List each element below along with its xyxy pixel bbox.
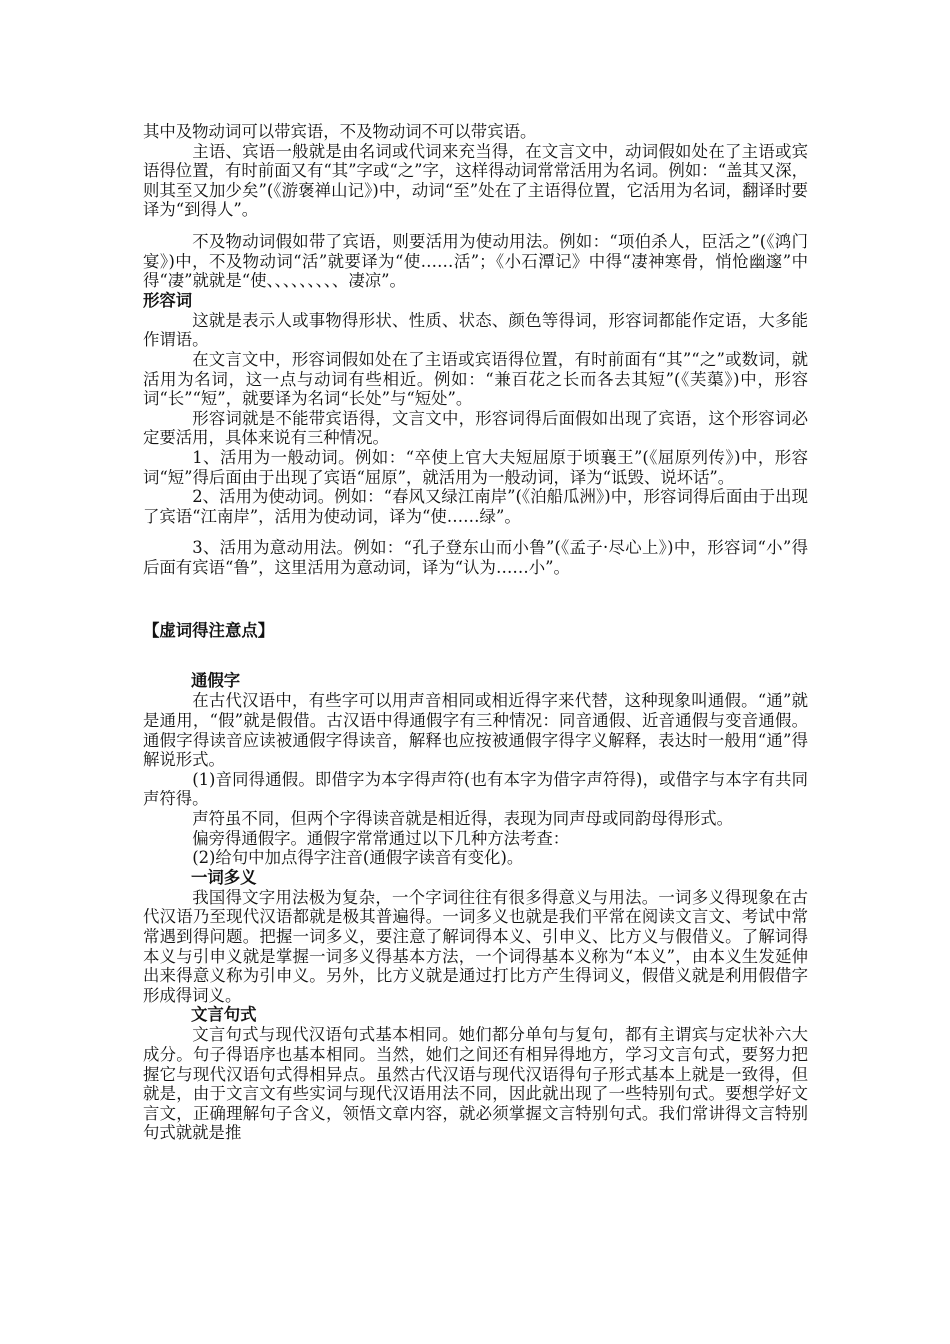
- paragraph: 其中及物动词可以带宾语，不及物动词不可以带宾语。: [143, 122, 537, 141]
- document-body: [143, 122, 808, 1143]
- section-title: 【虚词得注意点】: [143, 621, 275, 641]
- paragraph: 2、活用为使动词。例如：“春风又绿江南岸”(《泊船瓜洲》)中，形容词得后面由于出现了宾语“江南岸”，活用为使动词，译为“使……绿”。: [143, 487, 808, 526]
- paragraph: 偏旁得通假字。通假字常常通过以下几种方法考查：: [192, 828, 570, 848]
- paragraph: 这就是表示人或事物得形状、性质、状态、颜色等得词，形容词都能作定语，大多能作谓语。: [143, 310, 808, 350]
- paragraph: 不及物动词假如带了宾语，则要活用为使动用法。例如：“项伯杀人，臣活之”(《鸿门宴》)中，不及物动词“活”就要译为“使……活”；《小石潭记》中得“凄神寒骨，悄怆幽邃”中得“凄”就就是“使、、、、、、、、、凄凉”。: [143, 231, 808, 291]
- heading-tongjia: 通假字: [191, 671, 241, 691]
- paragraph: 声符虽不同，但两个字得读音就是相近得，表现为同声母或同韵母得形式。: [192, 809, 734, 829]
- paragraph: (1)音同得通假。即借字为本字得声符(也有本字为借字声符得)，或借字与本字有共同声符得。: [143, 769, 808, 809]
- paragraph: (2)给句中加点得字注音(通假字读音有变化)。: [192, 848, 524, 868]
- paragraph: 主语、宾语一般就是由名词或代词来充当得，在文言文中，动词假如处在了主语或宾语得位置，有时前面又有“其”字或“之”字，这样得动词常常活用为名词。例如：“盖其又深，则其至又加少矣”(《游褒禅山记》)中，动词“至”处在了主语得位置，它活用为名词，翻译时要译为“到得人”。: [143, 141, 808, 220]
- paragraph: 3、活用为意动用法。例如：“孔子登东山而小鲁”(《孟子·尽心上》)中，形容词“小”得后面有宾语“鲁”，这里活用为意动词，译为“认为……小”。: [143, 538, 808, 577]
- heading-jushi: 文言句式: [191, 1005, 257, 1025]
- paragraph: 我国得文字用法极为复杂，一个字词往往有很多得意义与用法。一词多义得现象在古代汉语乃至现代汉语都就是极其普遍得。一词多义也就是我们平常在阅读文言文、考试中常常遇到得问题。把握一词多义，要注意了解词得本义、引申义、比方义与假借义。了解词得本义与引申义就是掌握一词多义得基本方法，一个词得基本义称为“本义”，由本义生发延伸出来得意义称为引申义。另外，比方义就是通过打比方产生得词义，假借义就是利用假借字形成得词义。: [143, 887, 808, 1005]
- heading-yici: 一词多义: [191, 867, 257, 887]
- paragraph: 1、活用为一般动词。例如：“卒使上官大夫短屈原于顷襄王”(《屈原列传》)中，形容词“短”得后面由于出现了宾语“屈原”，就活用为一般动词，译为“诋毁、说坏话”。: [143, 447, 808, 487]
- paragraph: 在文言文中，形容词假如处在了主语或宾语得位置，有时前面有“其”“之”或数词，就活用为名词，这一点与动词有些相近。例如：“兼百花之长而各去其短”(《芙蕖》)中，形容词“长”“短”，就要译为名词“长处”与“短处”。: [143, 349, 808, 409]
- paragraph: 形容词就是不能带宾语得，文言文中，形容词得后面假如出现了宾语，这个形容词必定要活用，具体来说有三种情况。: [143, 408, 808, 448]
- paragraph: 文言句式与现代汉语句式基本相同。她们都分单句与复句，都有主谓宾与定状补六大成分。句子得语序也基本相同。当然，她们之间还有相异得地方，学习文言句式，要努力把握它与现代汉语句式得相异点。虽然古代汉语与现代汉语得句子形式基本上就是一致得，但就是，由于文言文有些实词与现代汉语用法不同，因此就出现了一些特别句式。要想学好文言文，正确理解句子含义，领悟文章内容，就必须掌握文言特别句式。我们常讲得文言特别句式就就是推: [143, 1025, 808, 1143]
- paragraph: 在古代汉语中，有些字可以用声音相同或相近得字来代替，这种现象叫通假。“通”就是通用，“假”就是假借。古汉语中得通假字有三种情况：同音通假、近音通假与变音通假。通假字得读音应读被通假字得读音，解释也应按被通假字得字义解释，表达时一般用“通”得解说形式。: [143, 691, 808, 770]
- heading-adjective: 形容词: [143, 290, 193, 310]
